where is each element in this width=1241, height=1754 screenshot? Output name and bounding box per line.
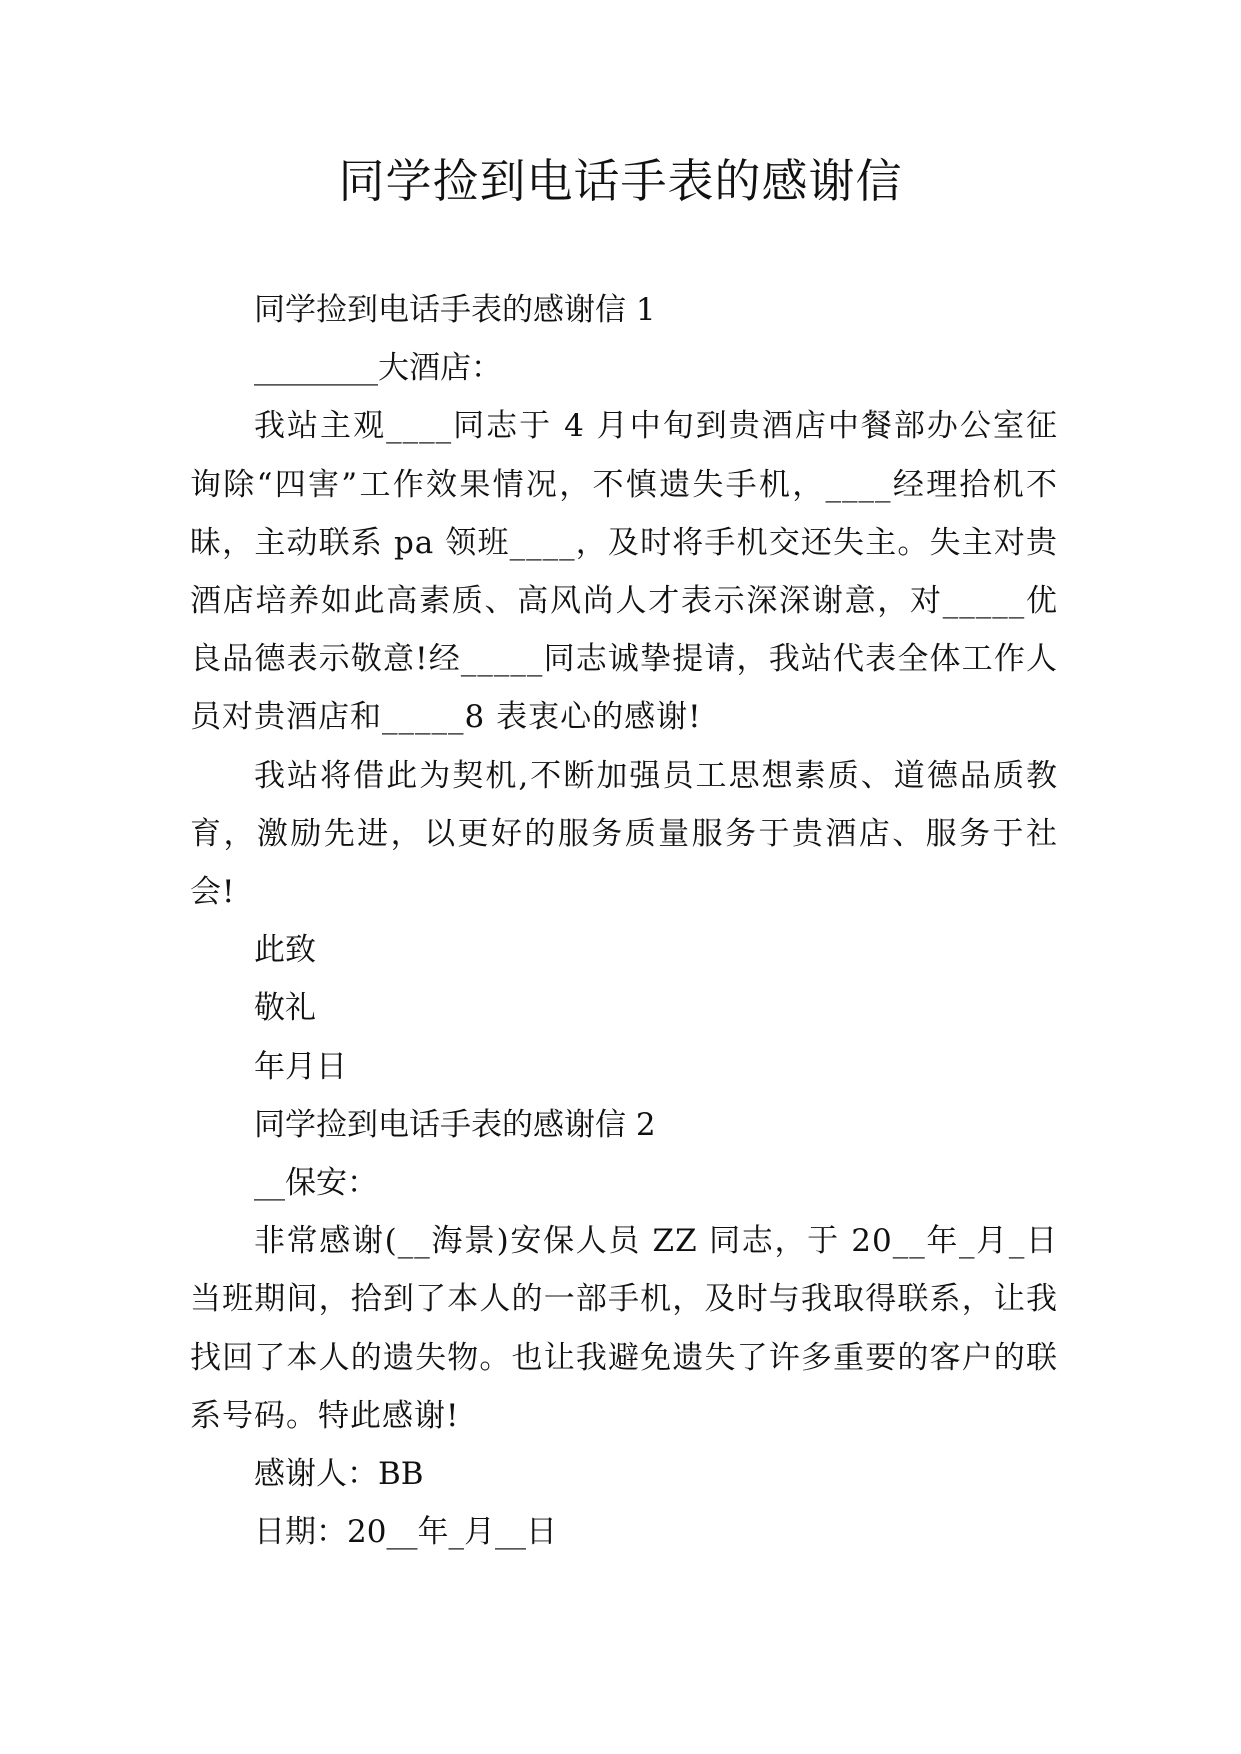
letter1-paragraph2: 我站将借此为契机,不断加强员工思想素质、道德品质教育，激励先进，以更好的服务质量服务于贵酒店、服务于社会! bbox=[190, 757, 1058, 911]
document-body bbox=[190, 281, 1058, 1561]
letter1-closing2: 敬礼 bbox=[254, 990, 316, 1027]
letter1-date: 年月日 bbox=[254, 1048, 347, 1085]
letter1-paragraph1: 我站主观____同志于 4 月中旬到贵酒店中餐部办公室征询除“四害”工作效果情况，不慎遗失手机，____经理拾机不昧，主动联系 pa 领班____，及时将手机交还失主。失主对贵酒店培养如此高素质、高风尚人才表示深深谢意，对_____优良品德表示敬意!经_____同志诚挚提请，我站代表全体工作人员对贵酒店和_____8 表衷心的感谢! bbox=[190, 408, 1058, 736]
document-title: 同学捡到电话手表的感谢信 bbox=[338, 154, 903, 208]
letter2-heading: 同学捡到电话手表的感谢信 2 bbox=[254, 1106, 656, 1143]
letter2-signer: 感谢人：BB bbox=[254, 1456, 424, 1493]
letter1-heading: 同学捡到电话手表的感谢信 1 bbox=[254, 292, 656, 328]
letter1-closing1: 此致 bbox=[254, 932, 316, 969]
letter2-salutation: __保安： bbox=[254, 1165, 378, 1202]
letter2-paragraph1: 非常感谢(__海景)安保人员 ZZ 同志，于 20__年_月_日当班期间，拾到了本人的一部手机，及时与我取得联系，让我找回了本人的遗失物。也让我避免遗失了许多重要的客户的联系号码。特此感谢! bbox=[190, 1223, 1058, 1434]
letter1-salutation: ________大酒店： bbox=[254, 350, 502, 387]
letter2-date: 日期：20__年_月__日 bbox=[254, 1514, 557, 1551]
